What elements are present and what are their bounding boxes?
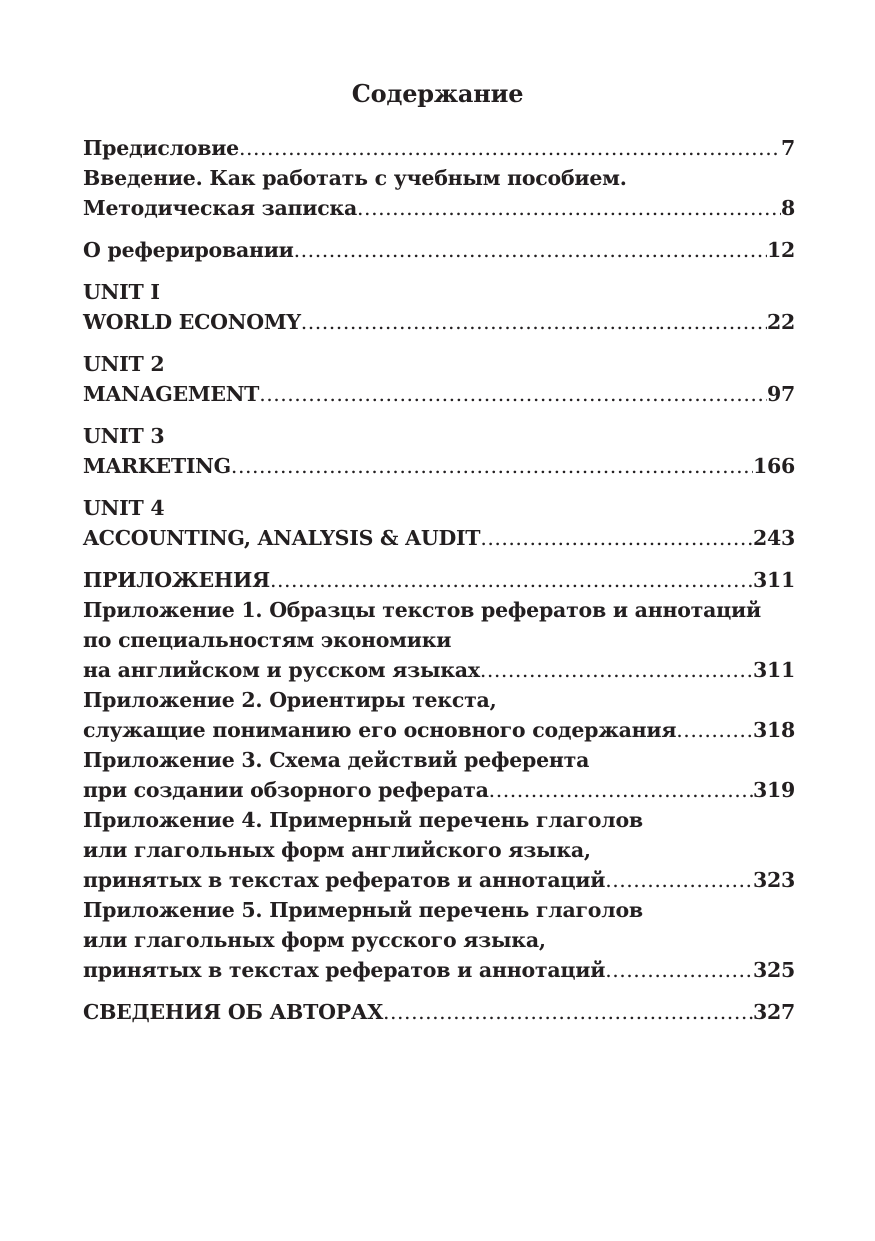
page-title: Содержание [351, 79, 524, 108]
toc-line [83, 133, 795, 163]
toc-line: Приложение 1. Образцы текстов рефератов и аннотаций [83, 598, 761, 622]
toc-entry-title: служащие пониманию его основного содержания [83, 718, 677, 742]
toc-entry-title: Методическая записка [83, 196, 358, 220]
toc-entry-appendix-1[interactable] [83, 595, 795, 685]
toc-line [83, 451, 795, 481]
toc-entry-title: СВЕДЕНИЯ ОБ АВТОРАХ [83, 1000, 383, 1024]
toc-entry-unit-2[interactable] [83, 349, 795, 409]
toc-line: Приложение 3. Схема действий референта [83, 748, 590, 772]
toc-entry-introduction[interactable] [83, 163, 795, 223]
toc-line [83, 997, 795, 1027]
toc-line: или глагольных форм русского языка, [83, 928, 546, 952]
toc-line [83, 565, 795, 595]
toc-entry-appendix-4[interactable] [83, 805, 795, 895]
toc-line [83, 655, 795, 685]
toc-line [83, 307, 795, 337]
table-of-contents [83, 133, 795, 1027]
dot-leader [301, 307, 767, 337]
toc-unit-label: UNIT 4 [83, 496, 165, 520]
dot-leader [294, 235, 767, 265]
dot-leader [480, 523, 753, 553]
toc-line: по специальностям экономики [83, 628, 452, 652]
dot-leader [676, 715, 753, 745]
toc-page-number: 166 [752, 454, 795, 478]
toc-page-number: 311 [752, 658, 795, 682]
toc-page-number: 311 [752, 568, 795, 592]
toc-page-number: 8 [780, 196, 795, 220]
toc-page-number: 327 [752, 1000, 795, 1024]
toc-line [83, 193, 795, 223]
toc-unit-label: UNIT 3 [83, 424, 165, 448]
dot-leader [270, 565, 753, 595]
toc-page-number: 12 [766, 238, 795, 262]
dot-leader [605, 955, 753, 985]
toc-line [83, 235, 795, 265]
toc-entry-title: WORLD ECONOMY [83, 310, 301, 334]
toc-page-number: 97 [766, 382, 795, 406]
toc-page-number: 325 [752, 958, 795, 982]
toc-line: Приложение 2. Ориентиры текста, [83, 688, 497, 712]
toc-page-number: 323 [752, 868, 795, 892]
toc-line: Введение. Как работать с учебным пособием. [83, 166, 627, 190]
toc-entry-unit-3[interactable] [83, 421, 795, 481]
toc-entry-appendix-2[interactable] [83, 685, 795, 745]
toc-entry-title: на английском и русском языках [83, 658, 480, 682]
toc-line: Приложение 5. Примерный перечень глаголов [83, 898, 643, 922]
toc-unit-label: UNIT 2 [83, 352, 165, 376]
toc-line [83, 523, 795, 553]
toc-page-number: 318 [752, 718, 795, 742]
dot-leader [605, 865, 753, 895]
toc-entry-referencing[interactable] [83, 235, 795, 265]
toc-page-number: 319 [752, 778, 795, 802]
toc-entry-title: при создании обзорного реферата [83, 778, 489, 802]
dot-leader [383, 997, 753, 1027]
toc-page-number: 7 [780, 136, 795, 160]
toc-entry-title: принятых в текстах рефератов и аннотаций [83, 868, 606, 892]
toc-line [83, 955, 795, 985]
toc-entry-title: принятых в текстах рефератов и аннотаций [83, 958, 606, 982]
toc-entry-authors[interactable] [83, 997, 795, 1027]
dot-leader [231, 451, 753, 481]
toc-line [83, 775, 795, 805]
toc-entry-title: MARKETING [83, 454, 231, 478]
toc-entry-title: ПРИЛОЖЕНИЯ [83, 568, 270, 592]
toc-line [83, 379, 795, 409]
toc-entry-title: ACCOUNTING, ANALYSIS & AUDIT [83, 526, 481, 550]
toc-line: или глагольных форм английского языка, [83, 838, 591, 862]
toc-line [83, 715, 795, 745]
toc-line [83, 865, 795, 895]
toc-entry-unit-1[interactable] [83, 277, 795, 337]
dot-leader [259, 379, 767, 409]
dot-leader [239, 133, 781, 163]
dot-leader [480, 655, 753, 685]
toc-line: Приложение 4. Примерный перечень глаголов [83, 808, 643, 832]
toc-page-number: 22 [766, 310, 795, 334]
dot-leader [357, 193, 781, 223]
toc-entry-unit-4[interactable] [83, 493, 795, 553]
toc-page-number: 243 [752, 526, 795, 550]
toc-entry-preface[interactable] [83, 133, 795, 163]
toc-entry-appendix-3[interactable] [83, 745, 795, 805]
toc-entry-appendix-5[interactable] [83, 895, 795, 985]
toc-entry-title: О реферировании [83, 238, 294, 262]
toc-entry-title: MANAGEMENT [83, 382, 260, 406]
dot-leader [489, 775, 753, 805]
toc-entry-appendices[interactable] [83, 565, 795, 595]
toc-entry-title: Предисловие [83, 136, 239, 160]
toc-unit-label: UNIT I [83, 280, 160, 304]
